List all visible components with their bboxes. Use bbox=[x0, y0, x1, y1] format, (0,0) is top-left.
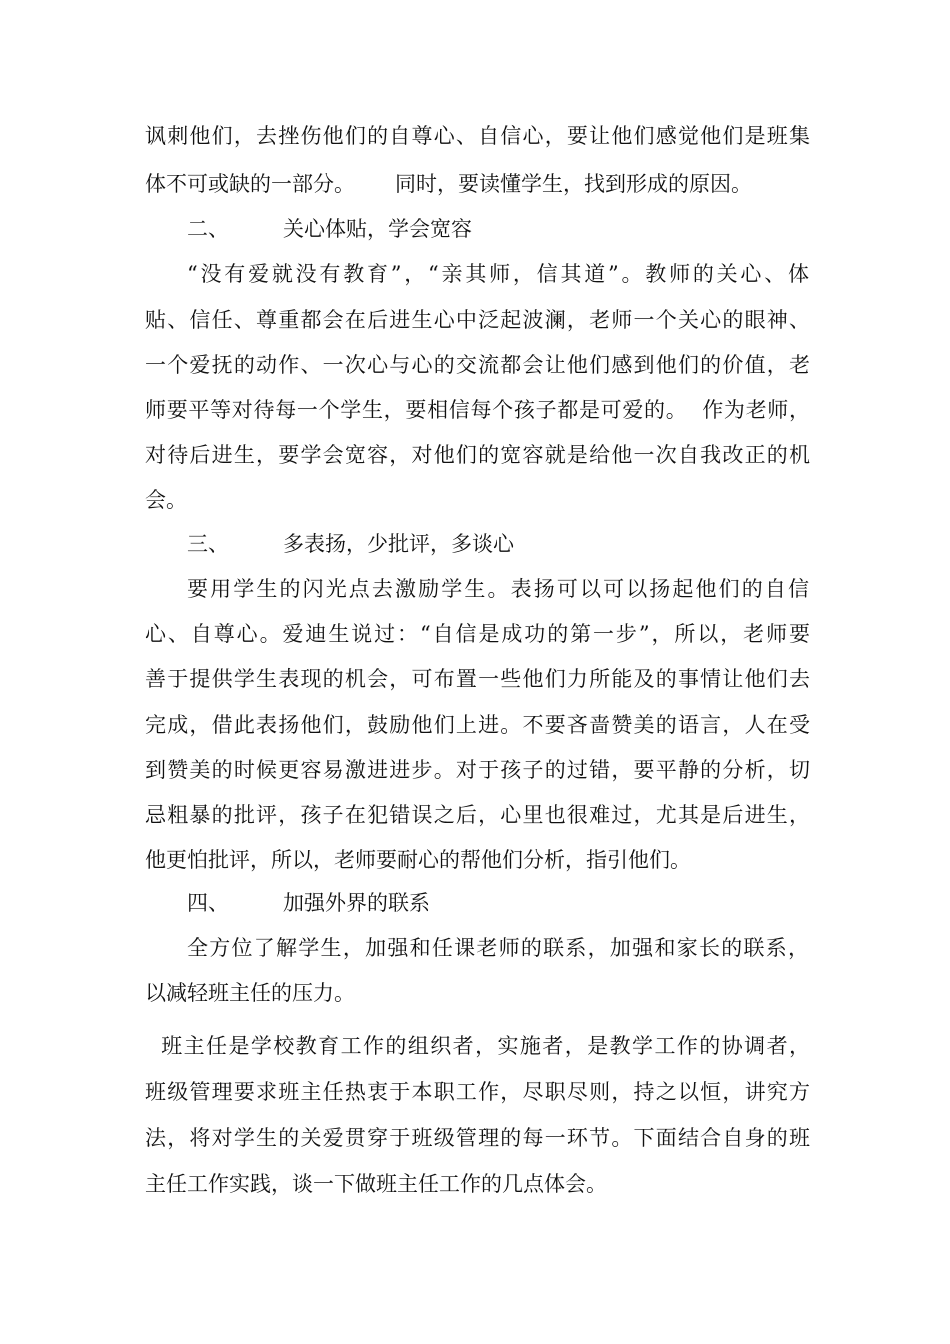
paragraph-line: 体不可或缺的一部分。 同时，要读懂学生，找到形成的原因。 bbox=[145, 172, 753, 196]
paragraph-line: 完成，借此表扬他们，鼓励他们上进。不要吝啬赞美的语言，人在受 bbox=[145, 713, 810, 737]
section-heading: 多表扬，少批评，多谈心 bbox=[283, 532, 514, 556]
paragraph-line: 以减轻班主任的压力。 bbox=[145, 981, 355, 1005]
section-number: 四、 bbox=[187, 891, 229, 915]
paragraph-line: 心、自尊心。爱迪生说过：“自信是成功的第一步”，所以，老师要 bbox=[145, 622, 810, 646]
paragraph-line: 班级管理要求班主任热衷于本职工作，尽职尽则，持之以恒，讲究方 bbox=[145, 1080, 810, 1104]
paragraph-line: 会。 bbox=[145, 488, 187, 512]
paragraph-line: 一个爱抚的动作、一次心与心的交流都会让他们感到他们的价值，老 bbox=[145, 353, 810, 377]
paragraph-line: 要用学生的闪光点去激励学生。表扬可以可以扬起他们的自信 bbox=[187, 577, 809, 601]
section-number: 三、 bbox=[187, 532, 229, 556]
paragraph-line: 主任工作实践，谈一下做班主任工作的几点体会。 bbox=[145, 1172, 607, 1196]
paragraph-line: 忌粗暴的批评，孩子在犯错误之后，心里也很难过，尤其是后进生， bbox=[145, 803, 810, 827]
paragraph-line: 他更怕批评，所以，老师要耐心的帮他们分析，指引他们。 bbox=[145, 848, 691, 872]
section-heading: 关心体贴，学会宽容 bbox=[283, 217, 472, 241]
paragraph-line: 对待后进生，要学会宽容，对他们的宽容就是给他一次自我改正的机 bbox=[145, 443, 810, 467]
paragraph-line: 到赞美的时候更容易激进进步。对于孩子的过错，要平静的分析，切 bbox=[145, 758, 810, 782]
paragraph-line: 法，将对学生的关爱贯穿于班级管理的每一环节。下面结合自身的班 bbox=[145, 1126, 810, 1150]
paragraph-line: 讽刺他们，去挫伤他们的自尊心、自信心，要让他们感觉他们是班集 bbox=[145, 124, 810, 148]
paragraph-line: 全方位了解学生，加强和任课老师的联系，加强和家长的联系， bbox=[187, 936, 809, 960]
section-heading: 加强外界的联系 bbox=[283, 891, 430, 915]
paragraph-line: 善于提供学生表现的机会，可布置一些他们力所能及的事情让他们去 bbox=[145, 667, 810, 691]
section-number: 二、 bbox=[187, 217, 229, 241]
paragraph-line: 贴、信任、尊重都会在后进生心中泛起波澜，老师一个关心的眼神、 bbox=[145, 308, 810, 332]
paragraph-line: 师要平等对待每一个学生，要相信每个孩子都是可爱的。 作为老师， bbox=[145, 398, 810, 422]
paragraph-line: 班主任是学校教育工作的组织者，实施者，是教学工作的协调者， bbox=[145, 1034, 810, 1058]
paragraph-line: “没有爱就没有教育”，“亲其师，信其道”。教师的关心、体 bbox=[187, 262, 809, 286]
